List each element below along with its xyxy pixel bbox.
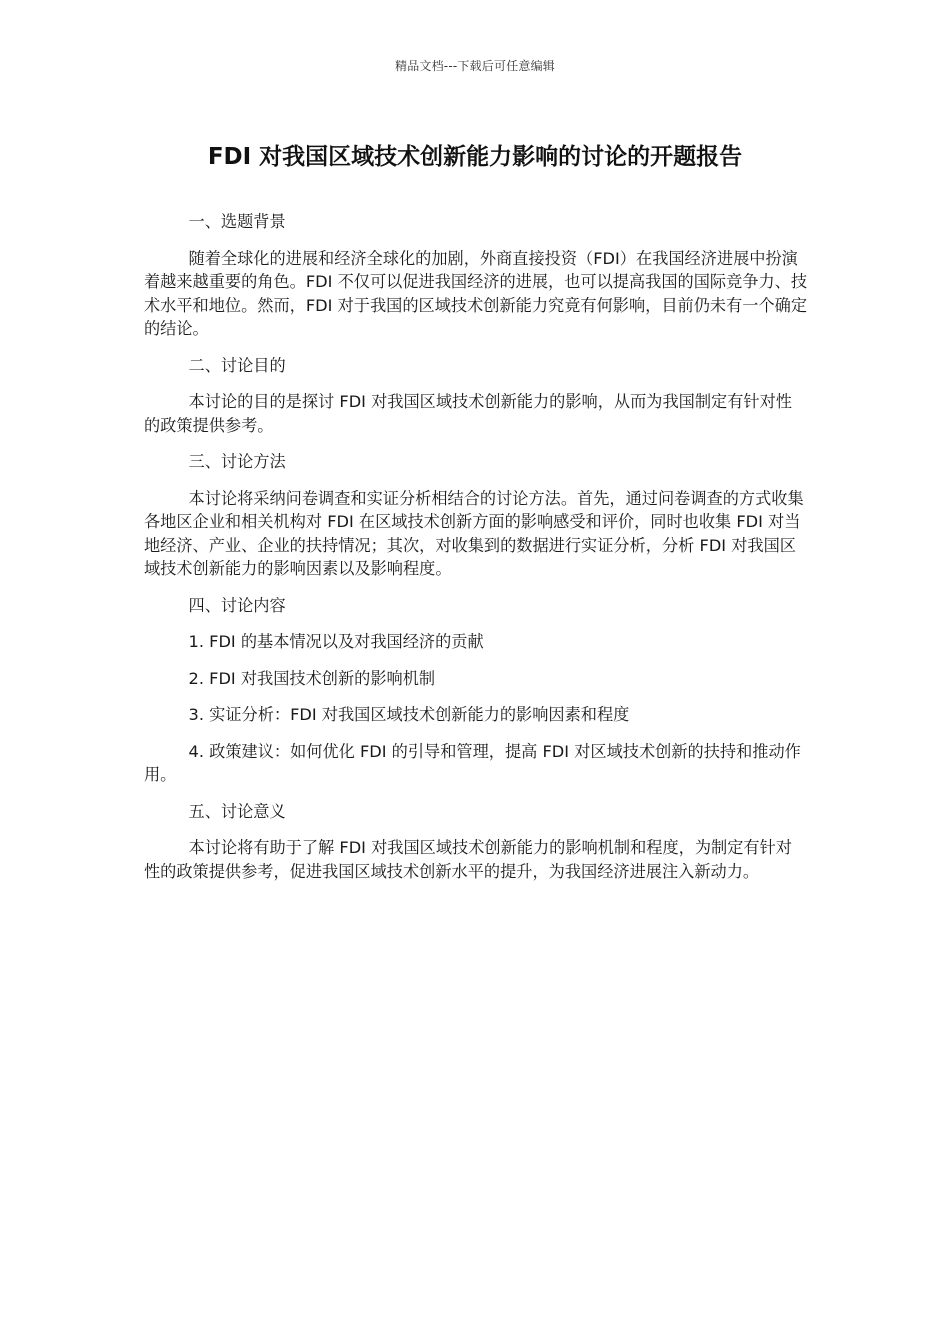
section-heading-significance: 五、讨论意义 bbox=[188, 801, 286, 821]
section-body-significance: 本讨论将有助于了解 FDI 对我国区域技术创新能力的影响机制和程度，为制定有针对性的政策提供参考，促进我国区域技术创新水平的提升，为我国经济进展注入新动力。 bbox=[144, 838, 792, 881]
content-list-item: 4. 政策建议：如何优化 FDI 的引导和管理，提高 FDI 对区域技术创新的扶持和推动作用。 bbox=[144, 741, 801, 784]
section-heading-method: 三、讨论方法 bbox=[188, 452, 286, 471]
document-body bbox=[144, 210, 808, 883]
document-title: FDI 对我国区域技术创新能力影响的讨论的开题报告 bbox=[207, 144, 743, 170]
section-body-method: 本讨论将采纳问卷调查和实证分析相结合的讨论方法。首先，通过问卷调查的方式收集各地区企业和相关机构对 FDI 在区域技术创新方面的影响感受和评价，同时也收集 FDI 对当地经济、产业、企业的扶持情况；其次，对收集到的数据进行实证分析，分析 FDI 对我国区域技术创新能力的影响因素以及影响程度。 bbox=[144, 488, 804, 578]
page-header-watermark: 精品文档---下载后可任意编辑 bbox=[395, 59, 555, 73]
section-heading-background: 一、选题背景 bbox=[188, 212, 286, 231]
section-heading-purpose: 二、讨论目的 bbox=[188, 355, 286, 375]
content-list-item: 2. FDI 对我国技术创新的影响机制 bbox=[188, 668, 436, 688]
content-list-item: 3. 实证分析：FDI 对我国区域技术创新能力的影响因素和程度 bbox=[188, 705, 630, 724]
section-body-purpose: 本讨论的目的是探讨 FDI 对我国区域技术创新能力的影响，从而为我国制定有针对性的政策提供参考。 bbox=[144, 392, 792, 435]
content-list-item: 1. FDI 的基本情况以及对我国经济的贡献 bbox=[188, 632, 484, 651]
section-body-background: 随着全球化的进展和经济全球化的加剧，外商直接投资（FDI）在我国经济进展中扮演着越来越重要的角色。FDI 不仅可以促进我国经济的进展，也可以提高我国的国际竞争力、技术水平和地位。然而，FDI 对于我国的区域技术创新能力究竟有何影响，目前仍未有一个确定的结论。 bbox=[144, 248, 808, 338]
section-heading-content: 四、讨论内容 bbox=[188, 595, 286, 615]
